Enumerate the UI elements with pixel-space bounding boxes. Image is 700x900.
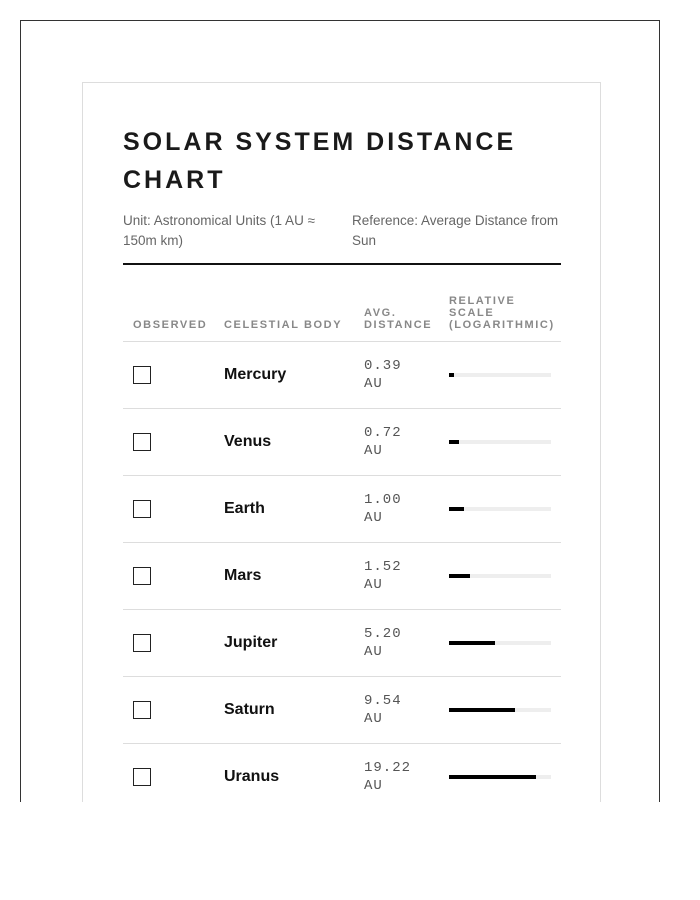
scale-bar-track [449, 708, 551, 712]
scale-bar-track [449, 440, 551, 444]
chart-card [82, 82, 601, 802]
scale-cell [449, 744, 561, 803]
body-cell [224, 476, 364, 543]
distance-cell [364, 409, 449, 476]
distance-value: 9.54 [364, 693, 402, 709]
distance-cell [364, 476, 449, 543]
header-celestial-body: CELESTIAL BODY [224, 295, 364, 342]
distance-unit: AU [364, 577, 383, 593]
distance-unit: AU [364, 510, 383, 526]
scale-cell [449, 610, 561, 677]
page-frame [20, 20, 660, 802]
scale-bar-track [449, 507, 551, 511]
body-name: Venus [224, 433, 272, 450]
distance-value: 1.00 [364, 492, 402, 508]
scale-bar-track [449, 641, 551, 645]
distance-cell [364, 543, 449, 610]
table-row [123, 409, 561, 476]
table-row [123, 476, 561, 543]
scale-bar-fill [449, 507, 464, 511]
scale-bar-fill [449, 373, 454, 377]
body-name: Uranus [224, 768, 280, 785]
distance-unit: AU [364, 443, 383, 459]
scale-cell [449, 409, 561, 476]
reference-note: Reference: Average Distance from Sun [352, 213, 559, 248]
scale-cell [449, 543, 561, 610]
distance-unit: AU [364, 376, 383, 392]
observed-checkbox[interactable] [133, 433, 151, 451]
distance-cell [364, 744, 449, 803]
observed-cell [123, 677, 224, 744]
table-row [123, 543, 561, 610]
body-cell [224, 342, 364, 409]
observed-cell [123, 610, 224, 677]
observed-cell [123, 476, 224, 543]
distance-unit: AU [364, 711, 383, 727]
scale-bar-track [449, 775, 551, 779]
observed-checkbox[interactable] [133, 500, 151, 518]
table-row [123, 342, 561, 409]
observed-checkbox[interactable] [133, 768, 151, 786]
scale-bar-track [449, 373, 551, 377]
body-name: Mars [224, 567, 262, 584]
observed-cell [123, 543, 224, 610]
observed-cell [123, 744, 224, 803]
body-cell [224, 610, 364, 677]
distance-value: 1.52 [364, 559, 402, 575]
distance-value: 19.22 [364, 760, 412, 776]
table-row [123, 744, 561, 803]
distance-value: 0.72 [364, 425, 402, 441]
body-name: Earth [224, 500, 265, 517]
distance-unit: AU [364, 778, 383, 794]
header-relative-scale-label: RELATIVE SCALE (LOGARITHMIC) [449, 295, 555, 331]
distance-cell [364, 677, 449, 744]
scale-bar-fill [449, 708, 515, 712]
header-avg-distance [364, 295, 449, 342]
observed-cell [123, 342, 224, 409]
table-row [123, 677, 561, 744]
distance-cell [364, 610, 449, 677]
distance-unit: AU [364, 644, 383, 660]
table-row [123, 610, 561, 677]
scale-bar-track [449, 574, 551, 578]
header-divider [123, 263, 561, 265]
body-cell [224, 409, 364, 476]
body-cell [224, 744, 364, 803]
header-avg-distance-label: AVG. DISTANCE [364, 307, 433, 331]
body-name: Saturn [224, 701, 275, 718]
observed-cell [123, 409, 224, 476]
distance-table [123, 295, 561, 802]
header-observed: OBSERVED [123, 295, 224, 342]
page-title: SOLAR SYSTEM DISTANCE CHART [123, 128, 517, 194]
scale-bar-fill [449, 574, 470, 578]
chart-meta [123, 211, 561, 251]
header-relative-scale [449, 295, 561, 342]
table-header-row [123, 295, 561, 342]
card-content [123, 123, 561, 802]
body-name: Mercury [224, 366, 287, 383]
scale-cell [449, 476, 561, 543]
scale-cell [449, 677, 561, 744]
observed-checkbox[interactable] [133, 366, 151, 384]
body-cell [224, 677, 364, 744]
body-name: Jupiter [224, 634, 278, 651]
distance-value: 5.20 [364, 626, 402, 642]
observed-checkbox[interactable] [133, 567, 151, 585]
observed-checkbox[interactable] [133, 701, 151, 719]
scale-bar-fill [449, 641, 495, 645]
distance-value: 0.39 [364, 358, 402, 374]
scale-cell [449, 342, 561, 409]
scale-bar-fill [449, 440, 459, 444]
observed-checkbox[interactable] [133, 634, 151, 652]
scale-bar-fill [449, 775, 536, 779]
body-cell [224, 543, 364, 610]
distance-cell [364, 342, 449, 409]
unit-note: Unit: Astronomical Units (1 AU ≈ 150m km) [123, 213, 315, 248]
